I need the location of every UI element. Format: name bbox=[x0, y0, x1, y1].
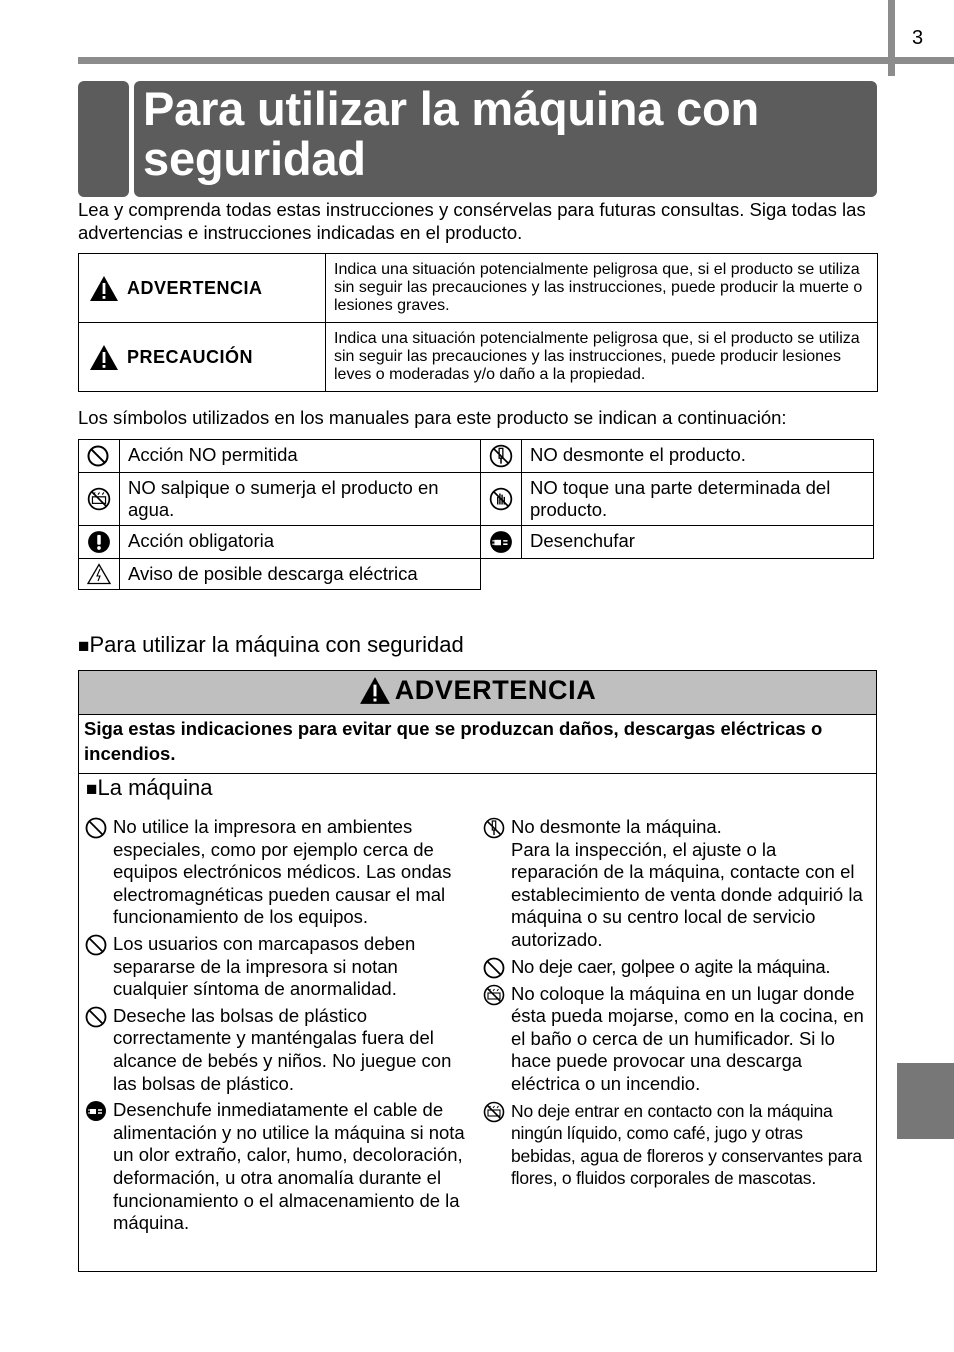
no-water-icon bbox=[87, 487, 111, 511]
prohibited-icon bbox=[483, 957, 505, 979]
warning-triangle-icon bbox=[359, 676, 391, 705]
no-water-icon bbox=[483, 1101, 505, 1123]
intro-paragraph: Lea y comprenda todas estas instrucciones y consérvelas para futuras consultas. Siga todas las advertencias e instrucciones indicadas en el producto. bbox=[78, 199, 866, 243]
legend-label-precaucion: PRECAUCIÓN bbox=[127, 346, 254, 367]
warning-banner bbox=[79, 671, 876, 715]
list-item: Deseche las bolsas de plástico correctamente y manténgalas fuera del alcance de bebés y niños. No juegue con las bolsas de plástico. bbox=[85, 1005, 470, 1095]
table-row bbox=[79, 559, 874, 590]
legend-label-advertencia: ADVERTENCIA bbox=[127, 277, 263, 298]
list-item: No utilice la impresora en ambientes especiales, como por ejemplo cerca de equipos electrónicos médicos. Las ondas electromagnéticas pueden causar el mal funcionamiento de los equipos. bbox=[85, 816, 470, 929]
no-water-icon bbox=[483, 984, 505, 1006]
header-rule bbox=[78, 57, 954, 64]
table-row bbox=[79, 526, 874, 559]
square-bullet: ■ bbox=[86, 779, 98, 800]
warning-column-right bbox=[483, 816, 868, 1194]
signal-word-table bbox=[78, 253, 878, 392]
warning-box bbox=[78, 670, 877, 1272]
prohibited-icon bbox=[85, 1006, 107, 1028]
warning-triangle-icon bbox=[89, 275, 119, 302]
symbols-intro: Los símbolos utilizados en los manuales para este producto se indican a continuación: bbox=[78, 407, 787, 428]
symbol-text: NO toque una parte determinada del producto. bbox=[522, 473, 874, 526]
mandatory-action-icon bbox=[87, 530, 111, 554]
symbol-text: Aviso de posible descarga eléctrica bbox=[120, 559, 481, 590]
symbol-text: NO salpique o sumerja el producto en agua. bbox=[120, 473, 481, 526]
page-number: 3 bbox=[912, 27, 924, 49]
unplug-icon bbox=[489, 530, 513, 554]
table-row bbox=[79, 254, 878, 323]
prohibited-icon bbox=[85, 817, 107, 839]
list-item: No desmonte la máquina. Para la inspección, el ajuste o la reparación de la máquina, contacte con el establecimiento de venta donde adquirió la máquina o su centro local de servicio autorizado. bbox=[483, 816, 868, 952]
warning-column-left bbox=[85, 816, 470, 1239]
table-row bbox=[79, 323, 878, 392]
divider bbox=[79, 773, 876, 774]
list-item: No coloque la máquina en un lugar donde ésta pueda mojarse, como en la cocina, en el baño o cerca de un humificador. Si lo hace puede provocar una descarga eléctrica o un incendio. bbox=[483, 983, 868, 1096]
no-disassemble-icon bbox=[483, 817, 505, 839]
warning-banner-label: ADVERTENCIA bbox=[394, 675, 597, 705]
title-left-block bbox=[78, 81, 129, 197]
header-vertical-rule bbox=[888, 0, 895, 76]
list-item: Los usuarios con marcapasos deben separarse de la impresora si notan cualquier síntoma de anormalidad. bbox=[85, 933, 470, 1001]
table-row bbox=[79, 473, 874, 526]
chapter-side-tab bbox=[897, 1063, 954, 1139]
list-item: Desenchufe inmediatamente el cable de alimentación y no utilice la máquina si nota un olor extraño, calor, humo, decoloración, deformación, u otra anomalía durante el funcionamiento o el almacenamiento de la máquina. bbox=[85, 1099, 470, 1235]
symbol-text: NO desmonte el producto. bbox=[522, 440, 874, 473]
list-item: No deje caer, golpee o agite la máquina. bbox=[483, 956, 868, 979]
list-item: No deje entrar en contacto con la máquina ningún líquido, como café, jugo y otras bebidas, agua de floreros y conservantes para flores, o fluidos corporales de mascotas. bbox=[483, 1100, 868, 1190]
no-disassemble-icon bbox=[489, 444, 513, 468]
section-heading: ■Para utilizar la máquina con seguridad bbox=[78, 632, 464, 657]
symbol-text: Desenchufar bbox=[522, 526, 874, 559]
warning-triangle-icon bbox=[89, 344, 119, 371]
electric-shock-icon bbox=[87, 563, 111, 585]
legend-description: Indica una situación potencialmente peligrosa que, si el producto se utiliza sin seguir las precauciones y las instrucciones, puede producir lesiones leves o moderadas y/o daño a la propiedad. bbox=[326, 323, 878, 392]
square-bullet: ■ bbox=[78, 636, 90, 657]
subsection-heading: ■La máquina bbox=[86, 775, 213, 800]
no-touch-icon bbox=[489, 487, 513, 511]
prohibited-icon bbox=[87, 445, 111, 467]
symbol-text: Acción NO permitida bbox=[120, 440, 481, 473]
page-title: Para utilizar la máquina con seguridad bbox=[143, 82, 760, 185]
prohibited-icon bbox=[85, 934, 107, 956]
table-row bbox=[79, 440, 874, 473]
legend-description: Indica una situación potencialmente peligrosa que, si el producto se utiliza sin seguir las precauciones y las instrucciones, puede producir la muerte o lesiones graves. bbox=[326, 254, 878, 323]
warning-subtitle: Siga estas indicaciones para evitar que se produzcan daños, descargas eléctricas o incendios. bbox=[84, 718, 823, 764]
unplug-icon bbox=[85, 1100, 107, 1122]
symbols-table bbox=[78, 439, 874, 590]
symbol-text: Acción obligatoria bbox=[120, 526, 481, 559]
